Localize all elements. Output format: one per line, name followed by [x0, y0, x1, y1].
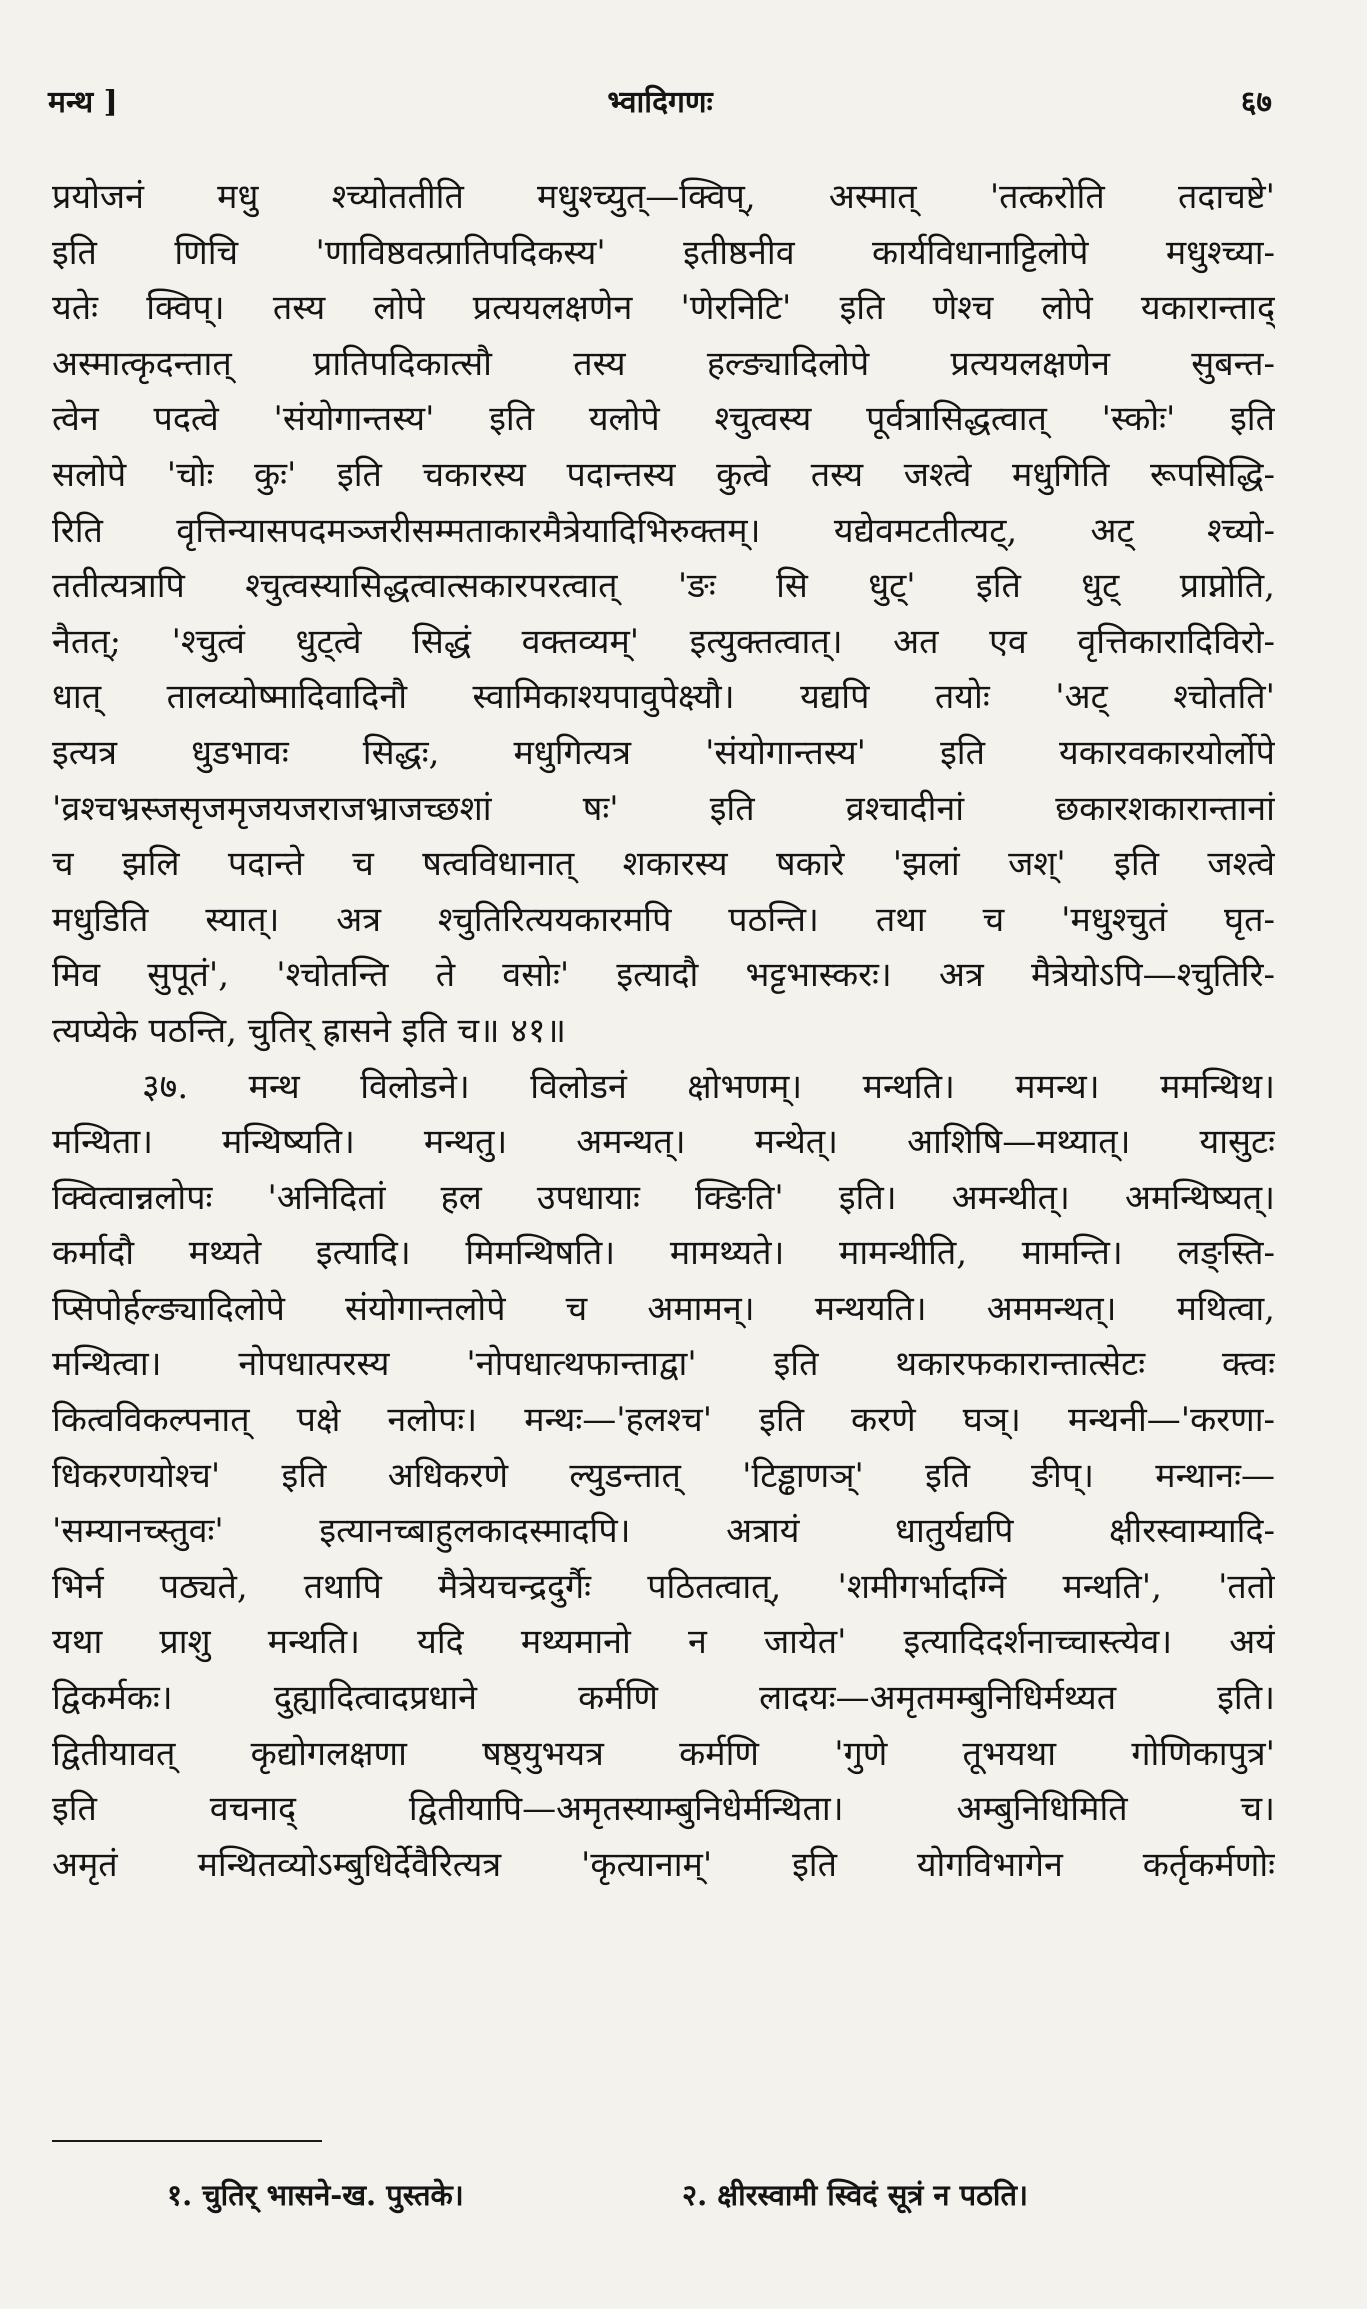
- header-title: भ्वादिगणः: [607, 85, 713, 120]
- text-line: मिव सुपूतं', 'श्चोतन्ति ते वसोः' इत्यादौ भट्टभास्करः। अत्र मैत्रेयोऽपि—श्चुतिरि-: [52, 955, 1275, 996]
- text-line: कर्मादौ मथ्यते इत्यादि। मिमन्थिषति। मामथ्यते। मामन्थीति, मामन्ति। लङ्स्ति-: [52, 1233, 1275, 1274]
- text-line: मन्थित्वा। नोपधात्परस्य 'नोपधात्थफान्ताद्वा' इति थकारफकारान्तात्सेटः क्त्वः: [52, 1344, 1275, 1385]
- text-line: मन्थिता। मन्थिष्यति। मन्थतु। अमन्थत्। मन्थेत्। आशिषि—मथ्यात्। यासुटः: [52, 1122, 1275, 1163]
- text-line: कित्वविकल्पनात् पक्षे नलोपः। मन्थः—'हलश्च' इति करणे घञ्। मन्थनी—'करणा-: [52, 1400, 1275, 1441]
- text-line: धात् तालव्योष्मादिवादिनौ स्वामिकाश्यपावुपेक्ष्यौ। यद्यपि तयोः 'अट् श्चोतति': [52, 677, 1275, 718]
- text-line: धिकरणयोश्च' इति अधिकरणे ल्युडन्तात् 'टिड्ढाणञ्' इति ङीप्। मन्थानः—: [52, 1455, 1275, 1496]
- text-line: 'व्रश्चभ्रस्जसृजमृजयजराजभ्राजच्छशां षः' इति व्रश्चादीनां छकारशकारान्तानां: [52, 788, 1275, 829]
- text-line: नैतत्; 'श्चुत्वं धुट्त्वे सिद्धं वक्तव्यम्' इत्युक्तत्वात्। अत एव वृत्तिकारादिविरो-: [52, 621, 1275, 662]
- text-line: यथा प्राशु मन्थति। यदि मथ्यमानो न जायेत' इत्यादिदर्शनाच्चास्त्येव। अयं: [52, 1622, 1275, 1663]
- text-line: इत्यत्र धुडभावः सिद्धः, मधुगित्यत्र 'संयोगान्तस्य' इति यकारवकारयोर्लोपे: [52, 732, 1275, 773]
- text-line: भिर्न पठ्यते, तथापि मैत्रेयचन्द्रदुर्गैः पठितत्वात्, 'शमीगर्भादग्निं मन्थति', 'ततो: [52, 1566, 1275, 1607]
- text-line: द्वितीयावत् कृद्योगलक्षणा षष्ठ्युभयत्र कर्मणि 'गुणे तूभयथा गोणिकापुत्र': [52, 1733, 1275, 1774]
- footnote-2: २. क्षीरस्वामी स्विदं सूत्रं न पठति।: [682, 2178, 1028, 2212]
- footnote-divider: [52, 2140, 322, 2142]
- text-line: मधुडिति स्यात्। अत्र श्चुतिरित्ययकारमपि पठन्ति। तथा च 'मधुश्चुतं घृत-: [52, 899, 1275, 940]
- footnote-1: १. चुतिर् भासने-ख. पुस्तके।: [167, 2178, 464, 2212]
- text-line: 'सम्यानच्स्तुवः' इत्यानच्बाहुलकादस्मादपि। अत्रायं धातुर्यद्यपि क्षीरस्वाम्यादि-: [52, 1511, 1275, 1552]
- text-line: त्वेन पदत्वे 'संयोगान्तस्य' इति यलोपे श्चुत्वस्य पूर्वत्रासिद्धत्वात् 'स्कोः' इति: [52, 399, 1275, 440]
- header-left: मन्थ ]: [48, 85, 118, 120]
- text-line: अस्मात्कृदन्तात् प्रातिपदिकात्सौ तस्य हल्ङ्यादिलोपे प्रत्ययलक्षणेन सुबन्त-: [52, 343, 1275, 384]
- main-text: [52, 170, 1275, 1893]
- text-line: प्सिपोर्हल्ङ्यादिलोपे संयोगान्तलोपे च अमामन्। मन्थयति। अममन्थत्। मथित्वा,: [52, 1288, 1275, 1329]
- text-line: द्विकर्मकः। दुह्यादित्वादप्रधाने कर्मणि लादयः—अमृतमम्बुनिधिर्मथ्यत इति।: [52, 1678, 1275, 1719]
- text-line: च झलि पदान्ते च षत्वविधानात् शकारस्य षकारे 'झलां जश्' इति जश्त्वे: [52, 844, 1275, 885]
- text-line: अमृतं मन्थितव्योऽम्बुधिर्देवैरित्यत्र 'कृत्यानाम्' इति योगविभागेन कर्तृकर्मणोः: [52, 1844, 1275, 1885]
- text-line: इति णिचि 'णाविष्ठवत्प्रातिपदिकस्य' इतीष्ठनीव कार्यविधानाट्टिलोपे मधुश्च्या-: [52, 232, 1275, 273]
- text-line: क्वित्वान्नलोपः 'अनिदितां हल उपधायाः क्ङिति' इति। अमन्थीत्। अमन्थिष्यत्।: [52, 1177, 1275, 1218]
- text-line: यतेः क्विप्। तस्य लोपे प्रत्ययलक्षणेन 'णेरनिटि' इति णेश्च लोपे यकारान्ताद्: [52, 288, 1275, 329]
- section-heading-line: ३७. मन्थ विलोडने। विलोडनं क्षोभणम्। मन्थति। ममन्थ। ममन्थिथ।: [142, 1066, 1275, 1107]
- text-line: इति वचनाद् द्वितीयापि—अमृतस्याम्बुनिधेर्मन्थिता। अम्बुनिधिमिति च।: [52, 1789, 1275, 1830]
- running-header: [48, 80, 1272, 130]
- text-line: त्यप्येके पठन्ति, चुतिर् ह्रासने इति च॥ ४१॥: [52, 1010, 566, 1051]
- page-number: ६७: [1240, 85, 1272, 120]
- text-line: रिति वृत्तिन्यासपदमञ्जरीसम्मताकारमैत्रेयादिभिरुक्तम्। यद्येवमटतीत्यट्, अट् श्च्यो-: [52, 510, 1275, 551]
- text-line: प्रयोजनं मधु श्च्योततीति मधुश्च्युत्—क्विप्, अस्मात् 'तत्करोति तदाचष्टे': [52, 177, 1275, 217]
- text-line: सलोपे 'चोः कुः' इति चकारस्य पदान्तस्य कुत्वे तस्य जश्त्वे मधुगिति रूपसिद्धि-: [52, 454, 1275, 495]
- text-line: ततीत्यत्रापि श्चुत्वस्यासिद्धत्वात्सकारपरत्वात् 'ङः सि धुट्' इति धुट् प्राप्नोति,: [52, 566, 1275, 607]
